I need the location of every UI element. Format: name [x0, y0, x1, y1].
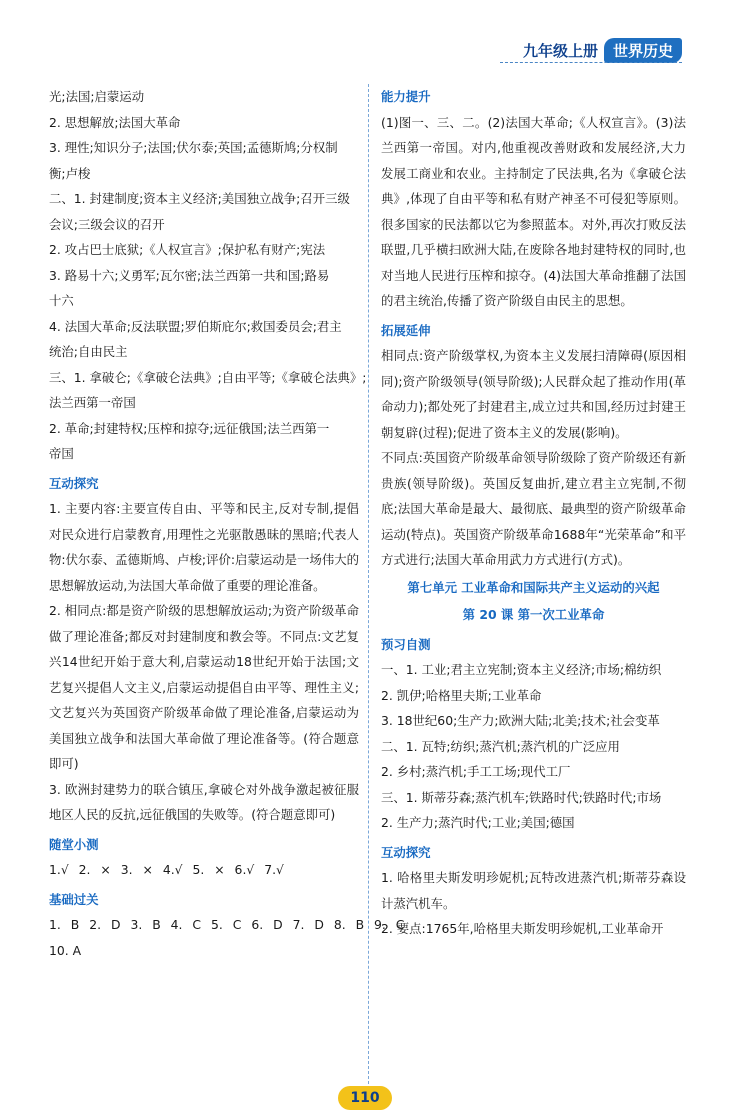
answer-line: 法兰西第一帝国 [49, 395, 136, 410]
answer-line: 2. 乡村;蒸汽机;手工工场;现代工厂 [381, 764, 571, 779]
answer-line: 2. 凯伊;哈格里夫斯;工业革命 [381, 687, 542, 703]
header-rule [500, 62, 682, 63]
answer-paragraph: 不同点:英国资产阶级革命领导阶级除了资产阶级还有新贵族(领导阶级)。英国反复曲折,建立君主立宪制,不彻底;法国大革命是最大、最彻底、最典型的资产阶级革命运动(特点)。英国资产阶级革命1688年“光荣革命”和平方式进行;法国大革命用武力方式进行(方式)。 [381, 450, 686, 567]
answer-paragraph: (1)图一、三、二。(2)法国大革命;《人权宣言》。(3)法兰西第一帝国。对内,他重视改善财政和发展经济,大力发展工商业和农业。主持制定了民法典,名为《拿破仑法典》,体现了自由平等和私有财产神圣不可侵犯等原则。很多国家的民法都以它为参照蓝本。对外,再次打败反法联盟,几乎横扫欧洲大陆,在废除各地封建特权的同时,也对当地人民进行压榨和掠夺。(4)法国大革命推翻了法国的君主统治,传播了资产阶级自由民主的思想。 [381, 114, 686, 308]
quiz-answers: 1.√ 2. × 3. × 4.√ 5. × 6.√ 7.√ [49, 862, 284, 877]
answer-paragraph: 相同点:资产阶级掌权,为资本主义发展扫清障碍(原因相同);资产阶级领导(领导阶级);人民群众起了推动作用(革命动力);都处死了封建君主,成立过共和国,经历过封建王朝复辟(过程);促进了资本主义的发展(影响)。 [381, 348, 686, 440]
answer-paragraph: 1. 哈格里夫斯发明珍妮机;瓦特改进蒸汽机;斯蒂芬森设计蒸汽机车。 [381, 870, 686, 911]
answer-line: 统治;自由民主 [49, 344, 128, 359]
answer-line: 二、1. 封建制度;资本主义经济;美国独立战争;召开三级 [49, 191, 350, 206]
section-heading-interactive: 互动探究 [49, 475, 99, 491]
answer-line: 三、1. 斯蒂芬森;蒸汽机车;铁路时代;铁路时代;市场 [381, 789, 662, 805]
answer-line: 衡;卢梭 [49, 165, 91, 181]
answer-line: 2. 革命;封建特权;压榨和掠夺;远征俄国;法兰西第一 [49, 420, 330, 436]
subject-badge: 世界历史 [604, 38, 682, 63]
answer-line: 2. 生产力;蒸汽时代;工业;美国;德国 [381, 815, 575, 830]
answer-line: 3. 路易十六;义勇军;瓦尔密;法兰西第一共和国;路易 [49, 267, 330, 283]
section-heading-quiz: 随堂小测 [49, 836, 99, 852]
column-divider [368, 84, 369, 1084]
answer-paragraph: 3. 欧洲封建势力的联合镇压,拿破仑对外战争激起被征服地区人民的反抗,远征俄国的失败等。(符合题意即可) [49, 781, 359, 822]
answer-line: 一、1. 工业;君主立宪制;资本主义经济;市场;棉纺织 [381, 662, 662, 677]
section-heading-preview: 预习自测 [381, 636, 431, 652]
left-column [49, 84, 405, 963]
section-heading-interactive: 互动探究 [381, 844, 431, 860]
page-header [523, 38, 682, 63]
section-heading-ability: 能力提升 [381, 89, 431, 104]
answer-line: 十六 [49, 293, 74, 308]
unit-title: 第七单元 工业革命和国际共产主义运动的兴起 [407, 579, 660, 595]
answer-line: 会议;三级会议的召开 [49, 216, 165, 232]
answer-paragraph: 1. 主要内容:主要宣传自由、平等和民主,反对专制,提倡对民众进行启蒙教育,用理性之光驱散愚昧的黑暗;代表人物:伏尔泰、孟德斯鸠、卢梭;评价:启蒙运动是一场伟大的思想解放运动,为法国大革命做了重要的理论准备。 [49, 501, 359, 593]
basic-answers: 1. B 2. D 3. B 4. C 5. C 6. D 7. D 8. B 9. C [49, 917, 405, 932]
section-heading-extension: 拓展延伸 [381, 322, 431, 338]
answer-line: 2. 攻占巴士底狱;《人权宣言》;保护私有财产;宪法 [49, 242, 326, 257]
answer-line: 2. 思想解放;法国大革命 [49, 114, 181, 130]
page-number: 110 [338, 1086, 392, 1110]
answer-line: 2. 要点:1765年,哈格里夫斯发明珍妮机,工业革命开 [381, 921, 664, 936]
answer-line: 4. 法国大革命;反法联盟;罗伯斯庇尔;救国委员会;君主 [49, 318, 342, 334]
answer-paragraph: 2. 相同点:都是资产阶级的思想解放运动;为资产阶级革命做了理论准备;都反对封建制度和教会等。不同点:文艺复兴14世纪开始于意大利,启蒙运动18世纪开始于法国;文艺复兴提倡人文主义,启蒙运动提倡自由平等、理性主义;文艺复兴为英国资产阶级革命做了理论准备,启蒙运动为美国独立战争和法国大革命做了理论准备等。(符合题意即可) [49, 603, 359, 771]
lesson-title: 第 20 课 第一次工业革命 [462, 607, 605, 622]
section-heading-basics: 基础过关 [49, 891, 99, 907]
right-column [381, 84, 686, 942]
basic-answers: 10. A [49, 942, 82, 958]
answer-line: 三、1. 拿破仑;《拿破仑法典》;自由平等;《拿破仑法典》; [49, 369, 367, 385]
answer-line: 3. 18世纪60;生产力;欧洲大陆;北美;技术;社会变革 [381, 713, 660, 728]
answer-line: 二、1. 瓦特;纺织;蒸汽机;蒸汽机的广泛应用 [381, 738, 620, 754]
answer-line: 光;法国;启蒙运动 [49, 89, 145, 104]
answer-line: 帝国 [49, 446, 74, 461]
answer-line: 3. 理性;知识分子;法国;伏尔泰;英国;孟德斯鸠;分权制 [49, 140, 338, 155]
grade-label: 九年级上册 [522, 42, 598, 60]
